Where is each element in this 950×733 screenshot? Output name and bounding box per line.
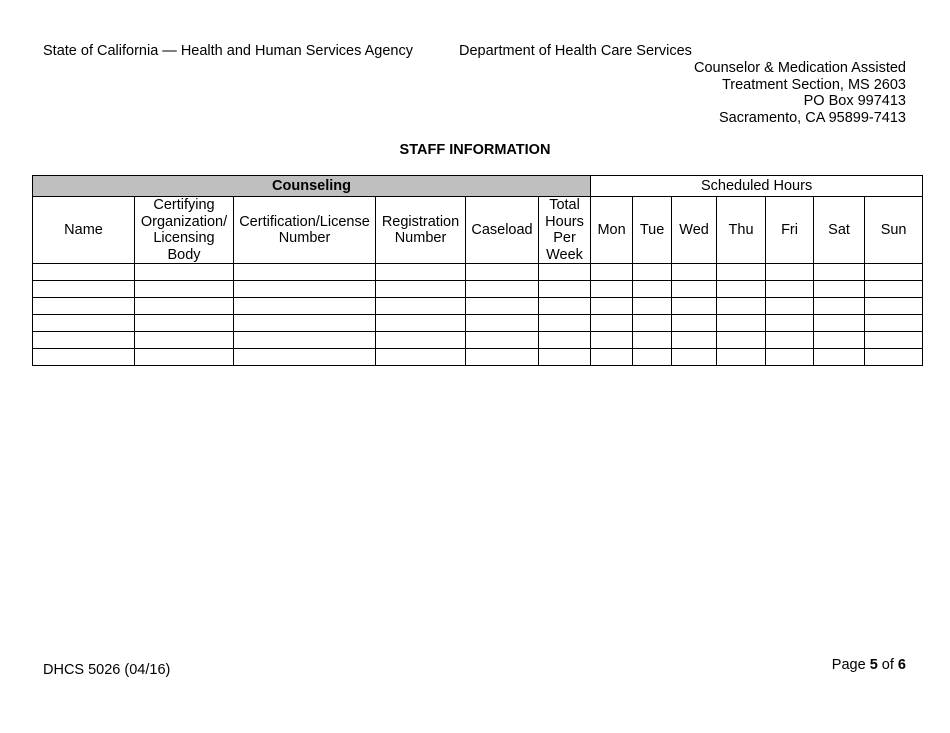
page-current: 5 bbox=[869, 657, 878, 673]
cell-sat[interactable] bbox=[814, 298, 865, 315]
table-row bbox=[33, 298, 923, 315]
cell-sat[interactable] bbox=[814, 264, 865, 281]
cell-name[interactable] bbox=[33, 315, 135, 332]
cell-wed[interactable] bbox=[672, 298, 717, 315]
cell-caseload[interactable] bbox=[466, 349, 539, 366]
address-line-1: Counselor & Medication Assisted bbox=[694, 60, 906, 76]
column-header-sat: Sat bbox=[814, 197, 865, 264]
cell-certifying-organization-licensing-body[interactable] bbox=[135, 281, 234, 298]
table-row bbox=[33, 332, 923, 349]
mailing-address bbox=[694, 60, 906, 127]
cell-thu[interactable] bbox=[717, 298, 766, 315]
staff-information-table bbox=[32, 175, 923, 366]
staff-rows bbox=[33, 264, 923, 366]
cell-sat[interactable] bbox=[814, 281, 865, 298]
cell-mon[interactable] bbox=[591, 264, 633, 281]
table-row bbox=[33, 349, 923, 366]
cell-sat[interactable] bbox=[814, 315, 865, 332]
column-header-certifying-organization: Certifying Organization/ Licensing Body bbox=[135, 197, 234, 264]
cell-certification-license-number[interactable] bbox=[234, 298, 376, 315]
cell-certification-license-number[interactable] bbox=[234, 281, 376, 298]
cell-certification-license-number[interactable] bbox=[234, 264, 376, 281]
cell-thu[interactable] bbox=[717, 315, 766, 332]
address-line-3: PO Box 997413 bbox=[803, 93, 906, 110]
page-label: Page bbox=[831, 657, 866, 673]
cell-fri[interactable] bbox=[766, 315, 814, 332]
cell-wed[interactable] bbox=[672, 281, 717, 298]
cell-sat[interactable] bbox=[814, 349, 865, 366]
cell-total-hours-per-week[interactable] bbox=[539, 281, 591, 298]
cell-sun[interactable] bbox=[865, 349, 923, 366]
cell-sun[interactable] bbox=[865, 298, 923, 315]
cell-caseload[interactable] bbox=[466, 315, 539, 332]
cell-thu[interactable] bbox=[717, 281, 766, 298]
cell-certifying-organization-licensing-body[interactable] bbox=[135, 298, 234, 315]
column-header-fri: Fri bbox=[766, 197, 814, 264]
cell-fri[interactable] bbox=[766, 298, 814, 315]
table-row bbox=[33, 315, 923, 332]
cell-fri[interactable] bbox=[766, 349, 814, 366]
table-row bbox=[33, 264, 923, 281]
cell-certification-license-number[interactable] bbox=[234, 349, 376, 366]
cell-tue[interactable] bbox=[633, 264, 672, 281]
address-line-2: Treatment Section, MS 2603 bbox=[721, 76, 906, 93]
page-indicator bbox=[832, 657, 906, 673]
column-header-total-hours-per-week: Total Hours Per Week bbox=[539, 197, 591, 264]
cell-caseload[interactable] bbox=[466, 264, 539, 281]
cell-caseload[interactable] bbox=[466, 281, 539, 298]
cell-mon[interactable] bbox=[591, 315, 633, 332]
group-header-scheduled-hours: Scheduled Hours bbox=[591, 176, 923, 197]
column-header-tue: Tue bbox=[633, 197, 672, 264]
cell-tue[interactable] bbox=[633, 298, 672, 315]
cell-caseload[interactable] bbox=[466, 332, 539, 349]
cell-wed[interactable] bbox=[672, 264, 717, 281]
cell-registration-number[interactable] bbox=[376, 298, 466, 315]
cell-mon[interactable] bbox=[591, 332, 633, 349]
cell-caseload[interactable] bbox=[466, 298, 539, 315]
department-name: Department of Health Care Services bbox=[459, 43, 692, 59]
cell-name[interactable] bbox=[33, 298, 135, 315]
column-header-caseload: Caseload bbox=[466, 197, 539, 264]
cell-tue[interactable] bbox=[633, 349, 672, 366]
cell-thu[interactable] bbox=[717, 264, 766, 281]
cell-name[interactable] bbox=[33, 349, 135, 366]
cell-registration-number[interactable] bbox=[376, 264, 466, 281]
table-row bbox=[33, 281, 923, 298]
page-total: 6 bbox=[897, 657, 906, 673]
cell-registration-number[interactable] bbox=[376, 349, 466, 366]
form-title: STAFF INFORMATION bbox=[399, 142, 551, 158]
cell-registration-number[interactable] bbox=[376, 332, 466, 349]
column-header-mon: Mon bbox=[591, 197, 633, 264]
cell-mon[interactable] bbox=[591, 349, 633, 366]
cell-name[interactable] bbox=[33, 281, 135, 298]
column-header-name: Name bbox=[33, 197, 135, 264]
group-header-counseling: Counseling bbox=[33, 176, 591, 197]
column-header-wed: Wed bbox=[672, 197, 717, 264]
cell-total-hours-per-week[interactable] bbox=[539, 315, 591, 332]
cell-certification-license-number[interactable] bbox=[234, 315, 376, 332]
cell-tue[interactable] bbox=[633, 315, 672, 332]
cell-wed[interactable] bbox=[672, 332, 717, 349]
cell-certifying-organization-licensing-body[interactable] bbox=[135, 264, 234, 281]
form-number: DHCS 5026 (04/16) bbox=[43, 662, 171, 678]
cell-fri[interactable] bbox=[766, 281, 814, 298]
cell-mon[interactable] bbox=[591, 298, 633, 315]
column-header-certification-license-number: Certification/License Number bbox=[234, 197, 376, 264]
cell-registration-number[interactable] bbox=[376, 315, 466, 332]
cell-name[interactable] bbox=[33, 332, 135, 349]
cell-total-hours-per-week[interactable] bbox=[539, 332, 591, 349]
cell-total-hours-per-week[interactable] bbox=[539, 264, 591, 281]
page-of: of bbox=[881, 657, 894, 673]
cell-name[interactable] bbox=[33, 264, 135, 281]
cell-sun[interactable] bbox=[865, 264, 923, 281]
cell-sun[interactable] bbox=[865, 332, 923, 349]
cell-tue[interactable] bbox=[633, 332, 672, 349]
column-header-registration-number: Registration Number bbox=[376, 197, 466, 264]
column-header-sun: Sun bbox=[865, 197, 923, 264]
cell-thu[interactable] bbox=[717, 332, 766, 349]
agency-name: State of California — Health and Human Services Agency bbox=[43, 43, 413, 59]
cell-certification-license-number[interactable] bbox=[234, 332, 376, 349]
cell-certifying-organization-licensing-body[interactable] bbox=[135, 349, 234, 366]
cell-sun[interactable] bbox=[865, 315, 923, 332]
cell-total-hours-per-week[interactable] bbox=[539, 298, 591, 315]
cell-certifying-organization-licensing-body[interactable] bbox=[135, 315, 234, 332]
cell-wed[interactable] bbox=[672, 349, 717, 366]
column-header-thu: Thu bbox=[717, 197, 766, 264]
cell-mon[interactable] bbox=[591, 281, 633, 298]
cell-fri[interactable] bbox=[766, 264, 814, 281]
cell-tue[interactable] bbox=[633, 281, 672, 298]
cell-fri[interactable] bbox=[766, 332, 814, 349]
address-line-4: Sacramento, CA 95899-7413 bbox=[718, 110, 906, 127]
cell-wed[interactable] bbox=[672, 315, 717, 332]
cell-registration-number[interactable] bbox=[376, 281, 466, 298]
cell-certifying-organization-licensing-body[interactable] bbox=[135, 332, 234, 349]
cell-sun[interactable] bbox=[865, 281, 923, 298]
cell-sat[interactable] bbox=[814, 332, 865, 349]
cell-thu[interactable] bbox=[717, 349, 766, 366]
cell-total-hours-per-week[interactable] bbox=[539, 349, 591, 366]
